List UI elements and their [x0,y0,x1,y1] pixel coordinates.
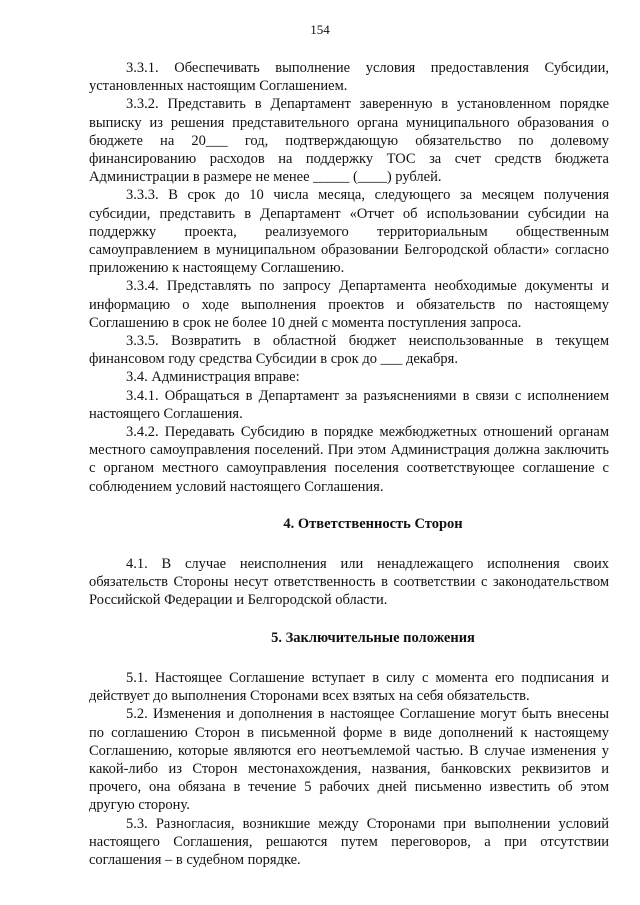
document-body [89,59,609,869]
clause-3-4: 3.4. Администрация вправе: [126,369,300,386]
section-heading-5: 5. Заключительные положения [271,629,475,646]
clause-5-1: 5.1. Настоящее Соглашение вступает в силу с момента его подписания и действует до выполнения Сторонами всех взятых на себя обязательств. [89,669,609,705]
clause-3-3-5: 3.3.5. Возвратить в областной бюджет неиспользованные в текущем финансовом году средства Субсидии в срок до ___ декабря. [89,333,609,368]
clause-5-3: 5.3. Разногласия, возникшие между Сторонами при выполнении условий настоящего Соглашения, решаются путем переговоров, а при отсутствии соглашения – в судебном порядке. [89,815,609,868]
clause-5-2: 5.2. Изменения и дополнения в настоящее Соглашение могут быть внесены по соглашению Сторон в письменной форме в виде дополнений к настоящему Соглашению, которые являются его неотъемлемой частью. В случае изменения у какой-либо из Сторон местонахождения, названия, банковских реквизитов и прочего, она обязана в течение 5 рабочих дней письменно известить об этом другую сторону. [89,706,609,814]
clause-3-3-1: 3.3.1. Обеспечивать выполнение условия предоставления Субсидии, установленных настоящим Соглашением. [89,60,609,95]
page-number: 154 [310,22,330,37]
clause-3-3-4: 3.3.4. Представлять по запросу Департамента необходимые документы и информацию о ходе выполнения проектов и обязательств по настоящему Соглашению в срок не более 10 дней с момента поступления запроса. [89,278,609,331]
section-heading-4: 4. Ответственность Сторон [283,515,463,532]
clause-3-3-2: 3.3.2. Представить в Департамент заверенную в установленном порядке выписку из решения представительного органа муниципального образования о бюджете на 20___ год, подтверждающую обязательство по долевому финансированию расходов на поддержку ТОС за счет средств бюджета Администрации в размере не менее _____ (____) рублей. [89,96,609,186]
clause-3-3-3: 3.3.3. В срок до 10 числа месяца, следующего за месяцем получения субсидии, представить в Департамент «Отчет об использовании субсидии на поддержку проекта, реализуемого территориальным общественным самоуправлением в муниципальном образовании Белгородской области» согласно приложению к настоящему Соглашению. [89,187,609,277]
clause-3-4-2: 3.4.2. Передавать Субсидию в порядке межбюджетных отношений органам местного самоуправления поселений. При этом Администрация должна заключить с органом местного самоуправления поселения соответствующее соглашение с соблюдением условий настоящего Соглашения. [89,424,609,495]
clause-4-1: 4.1. В случае неисполнения или ненадлежащего исполнения своих обязательств Стороны несут ответственность в соответствии с законодательством Российской Федерации и Белгородской области. [89,556,609,609]
clause-3-4-1: 3.4.1. Обращаться в Департамент за разъяснениями в связи с исполнением настоящего Соглашения. [89,387,609,422]
